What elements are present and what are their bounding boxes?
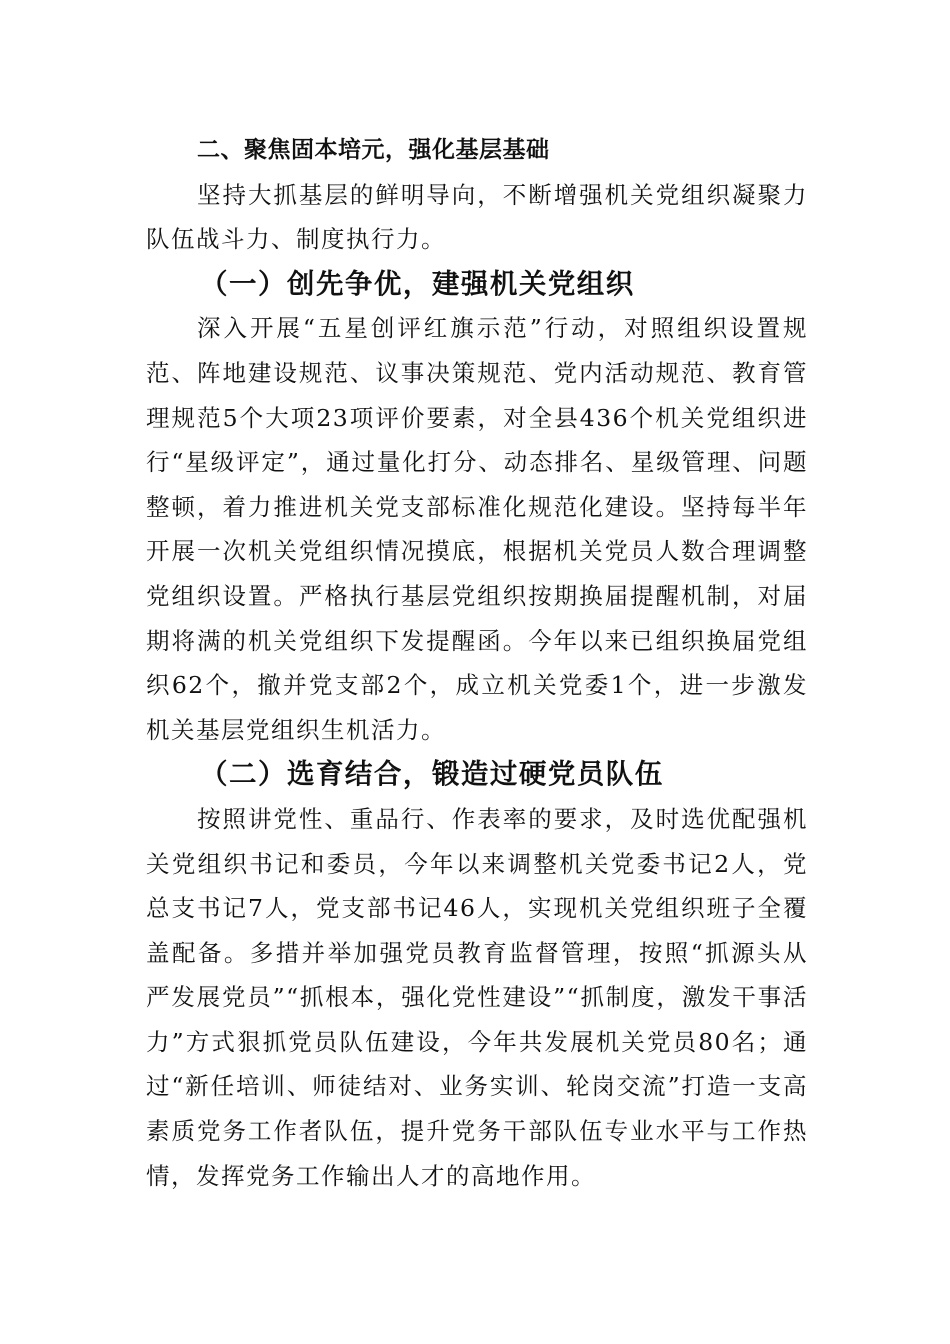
section-heading: 二、聚焦固本培元，强化基层基础 — [197, 137, 550, 163]
subsection-paragraph-1: 深入开展“五星创评红旗示范”行动，对照组织设置规范、阵地建设规范、议事决策规范、党内活动规范、教育管理规范5个大项23项评价要素，对全县436个机关党组织进行“星级评定”，通过量化打分、动态排名、星级管理、问题整顿，着力推进机关党支部标准化规范化建设。坚持每半年开展一次机关党组织情况摸底，根据机关党员人数合理调整党组织设置。严格执行基层党组织按期换届提醒机制，对届期将满的机关党组织下发提醒函。今年以来已组织换届党组织62个，撤并党支部2个，成立机关党委1个，进一步激发机关基层党组织生机活力。 — [146, 314, 808, 744]
subsection-heading-1: （一）创先争优，建强机关党组织 — [200, 267, 635, 300]
subsection-paragraph-2: 按照讲党性、重品行、作表率的要求，及时选优配强机关党组织书记和委员，今年以来调整机关党委书记2人，党总支书记7人，党支部书记46人，实现机关党组织班子全覆盖配备。多措并举加强党员教育监督管理，按照“抓源头从严发展党员”“抓根本，强化党性建设”“抓制度，激发干事活力”方式狠抓党员队伍建设，今年共发展机关党员80名；通过“新任培训、师徒结对、业务实训、轮岗交流”打造一支高素质党务工作者队伍，提升党务干部队伍专业水平与工作热情，发挥党务工作输出人才的高地作用。 — [146, 804, 808, 1190]
subsection-heading-2: （二）选育结合，锻造过硬党员队伍 — [200, 758, 664, 791]
intro-paragraph: 坚持大抓基层的鲜明导向，不断增强机关党组织凝聚力队伍战斗力、制度执行力。 — [146, 180, 808, 254]
document-body — [146, 128, 808, 1198]
